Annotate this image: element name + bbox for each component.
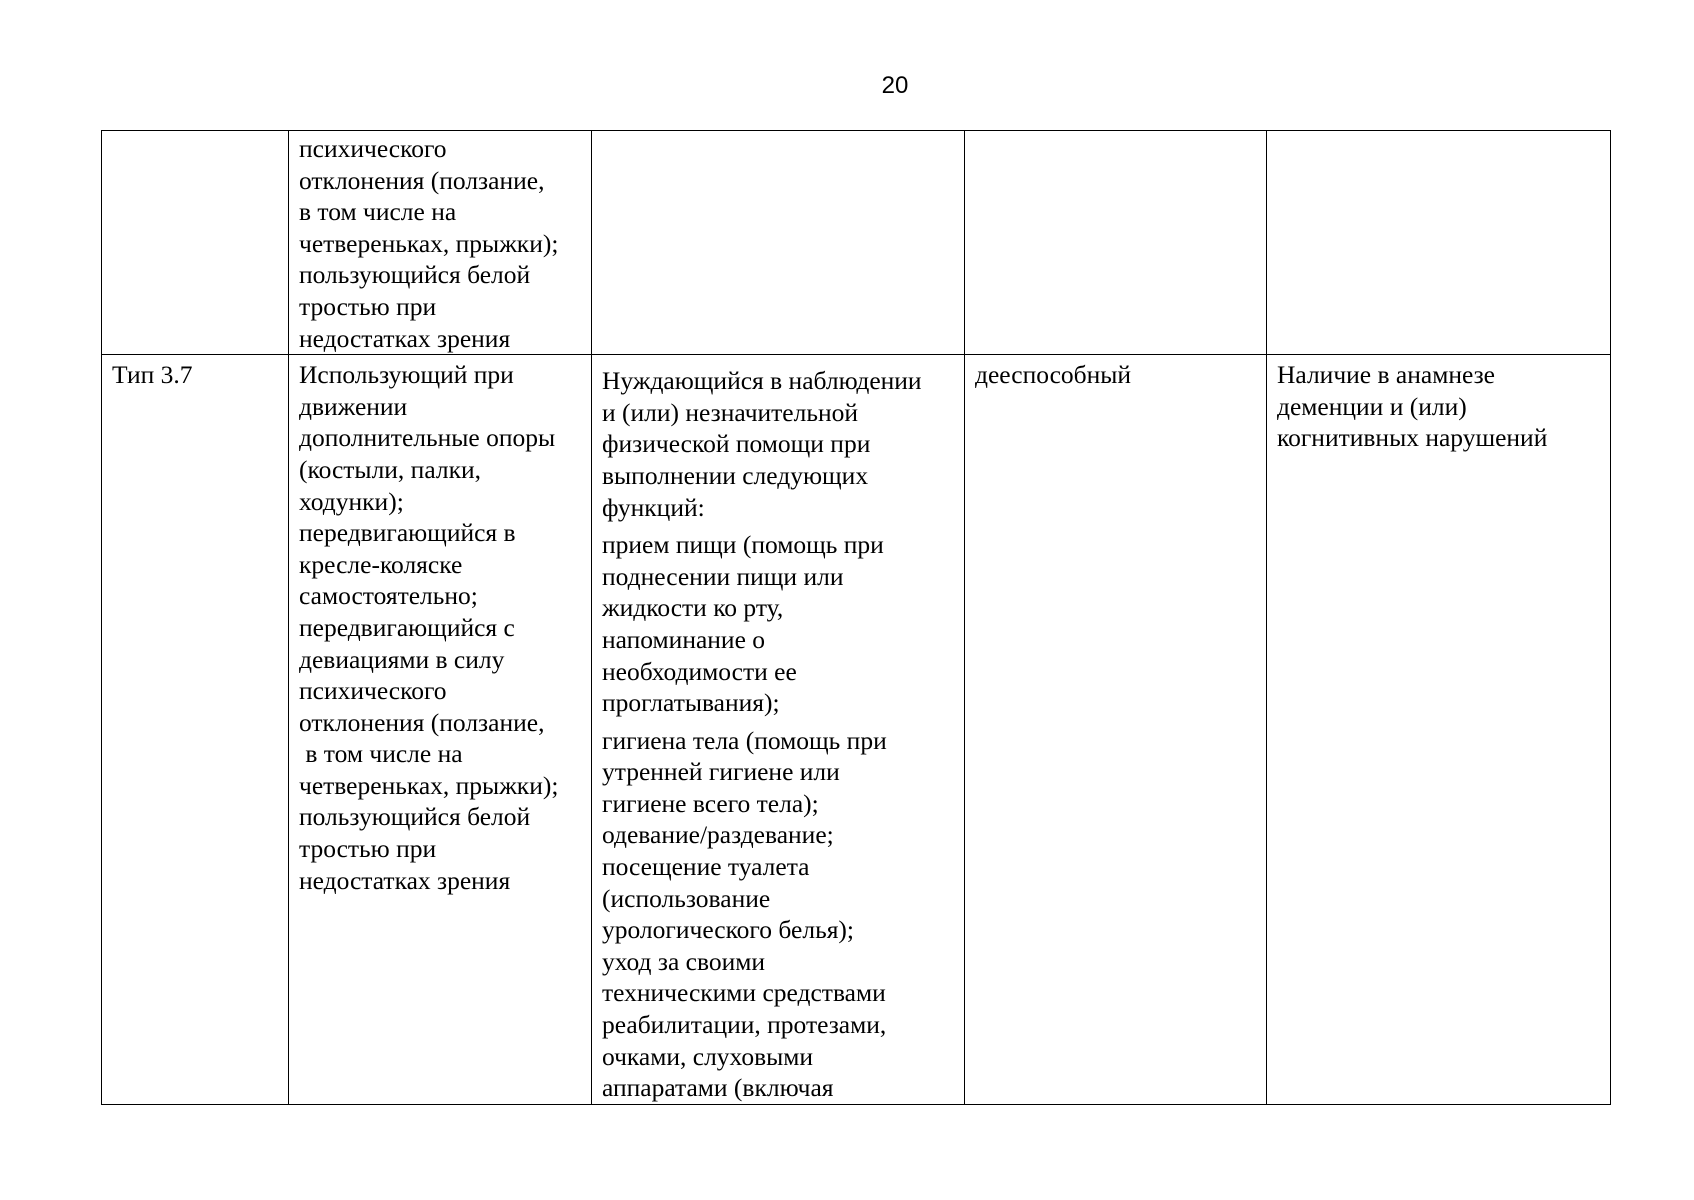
mobility-line: недостатках зрения (299, 865, 511, 895)
care-line: одевание/раздевание; (602, 820, 834, 850)
mobility-line: Использующий при (299, 360, 514, 390)
notes-line: деменции и (или) (1277, 391, 1467, 421)
care-line: реабилитации, протезами, (602, 1010, 887, 1040)
mobility-line: самостоятельно; (299, 581, 478, 611)
mobility-line: четвереньках, прыжки); (299, 228, 559, 258)
mobility-line: четвереньках, прыжки); (299, 770, 559, 800)
care-line: очками, слуховыми (602, 1041, 814, 1071)
care-line: гигиена тела (помощь при (602, 725, 887, 755)
care-line: (использование (602, 883, 771, 913)
care-line: физической помощи при (602, 429, 871, 459)
mobility-line: тростью при (299, 291, 437, 321)
mobility-line: кресле-коляске (299, 549, 463, 579)
capacity-cell (965, 355, 1267, 1105)
mobility-line: девиациями в силу (299, 644, 505, 674)
type-cell (102, 131, 289, 355)
mobility-line: в том числе на (299, 197, 457, 227)
mobility-line: отклонения (ползание, (299, 165, 545, 195)
mobility-line: пользующийся белой (299, 260, 531, 290)
care-line: утренней гигиене или (602, 757, 840, 787)
care-line: необходимости ее (602, 656, 797, 686)
care-line: уход за своими (602, 946, 766, 976)
notes-line: Наличие в анамнезе (1277, 360, 1495, 390)
care-line: проглатывания); (602, 688, 780, 718)
care-needs-cell (592, 131, 965, 355)
mobility-cell (289, 355, 592, 1105)
care-line: урологического белья); (602, 915, 854, 945)
classification-table (101, 130, 1611, 1105)
mobility-line: психического (299, 676, 447, 706)
mobility-line: тростью при (299, 834, 437, 864)
type-cell (102, 355, 289, 1105)
capacity-text: дееспособный (975, 360, 1132, 390)
care-line: функций: (602, 492, 705, 522)
mobility-line: психического (299, 134, 447, 163)
notes-cell (1267, 131, 1611, 355)
mobility-line: недостатках зрения (299, 323, 511, 353)
care-line: гигиене всего тела); (602, 788, 819, 818)
mobility-cell (289, 131, 592, 355)
mobility-line: (костыли, палки, (299, 454, 482, 484)
care-line: аппаратами (включая (602, 1073, 834, 1103)
page-number: 20 (881, 72, 909, 99)
notes-cell (1267, 355, 1611, 1105)
care-line: поднесении пищи или (602, 561, 844, 591)
care-line: посещение туалета (602, 852, 810, 882)
care-line: выполнении следующих (602, 460, 869, 490)
mobility-line: передвигающийся в (299, 518, 516, 548)
mobility-line: в том числе на (299, 739, 463, 769)
mobility-line: пользующийся белой (299, 802, 531, 832)
mobility-line: движении (299, 391, 408, 421)
care-needs-cell (592, 355, 965, 1105)
care-line: Нуждающийся в наблюдении (602, 366, 922, 396)
care-line: и (или) незначительной (602, 397, 859, 427)
table-row (102, 131, 1611, 355)
care-line: напоминание о (602, 624, 766, 654)
care-line: техническими средствами (602, 978, 886, 1008)
table-row (102, 355, 1611, 1105)
mobility-line: ходунки); (299, 486, 404, 516)
notes-line: когнитивных нарушений (1277, 423, 1548, 453)
care-line: жидкости ко рту, (602, 593, 784, 623)
type-label: Тип 3.7 (112, 360, 193, 390)
mobility-line: дополнительные опоры (299, 423, 556, 453)
mobility-line: отклонения (ползание, (299, 707, 545, 737)
care-line: прием пищи (помощь при (602, 530, 884, 560)
capacity-cell (965, 131, 1267, 355)
mobility-line: передвигающийся с (299, 612, 515, 642)
